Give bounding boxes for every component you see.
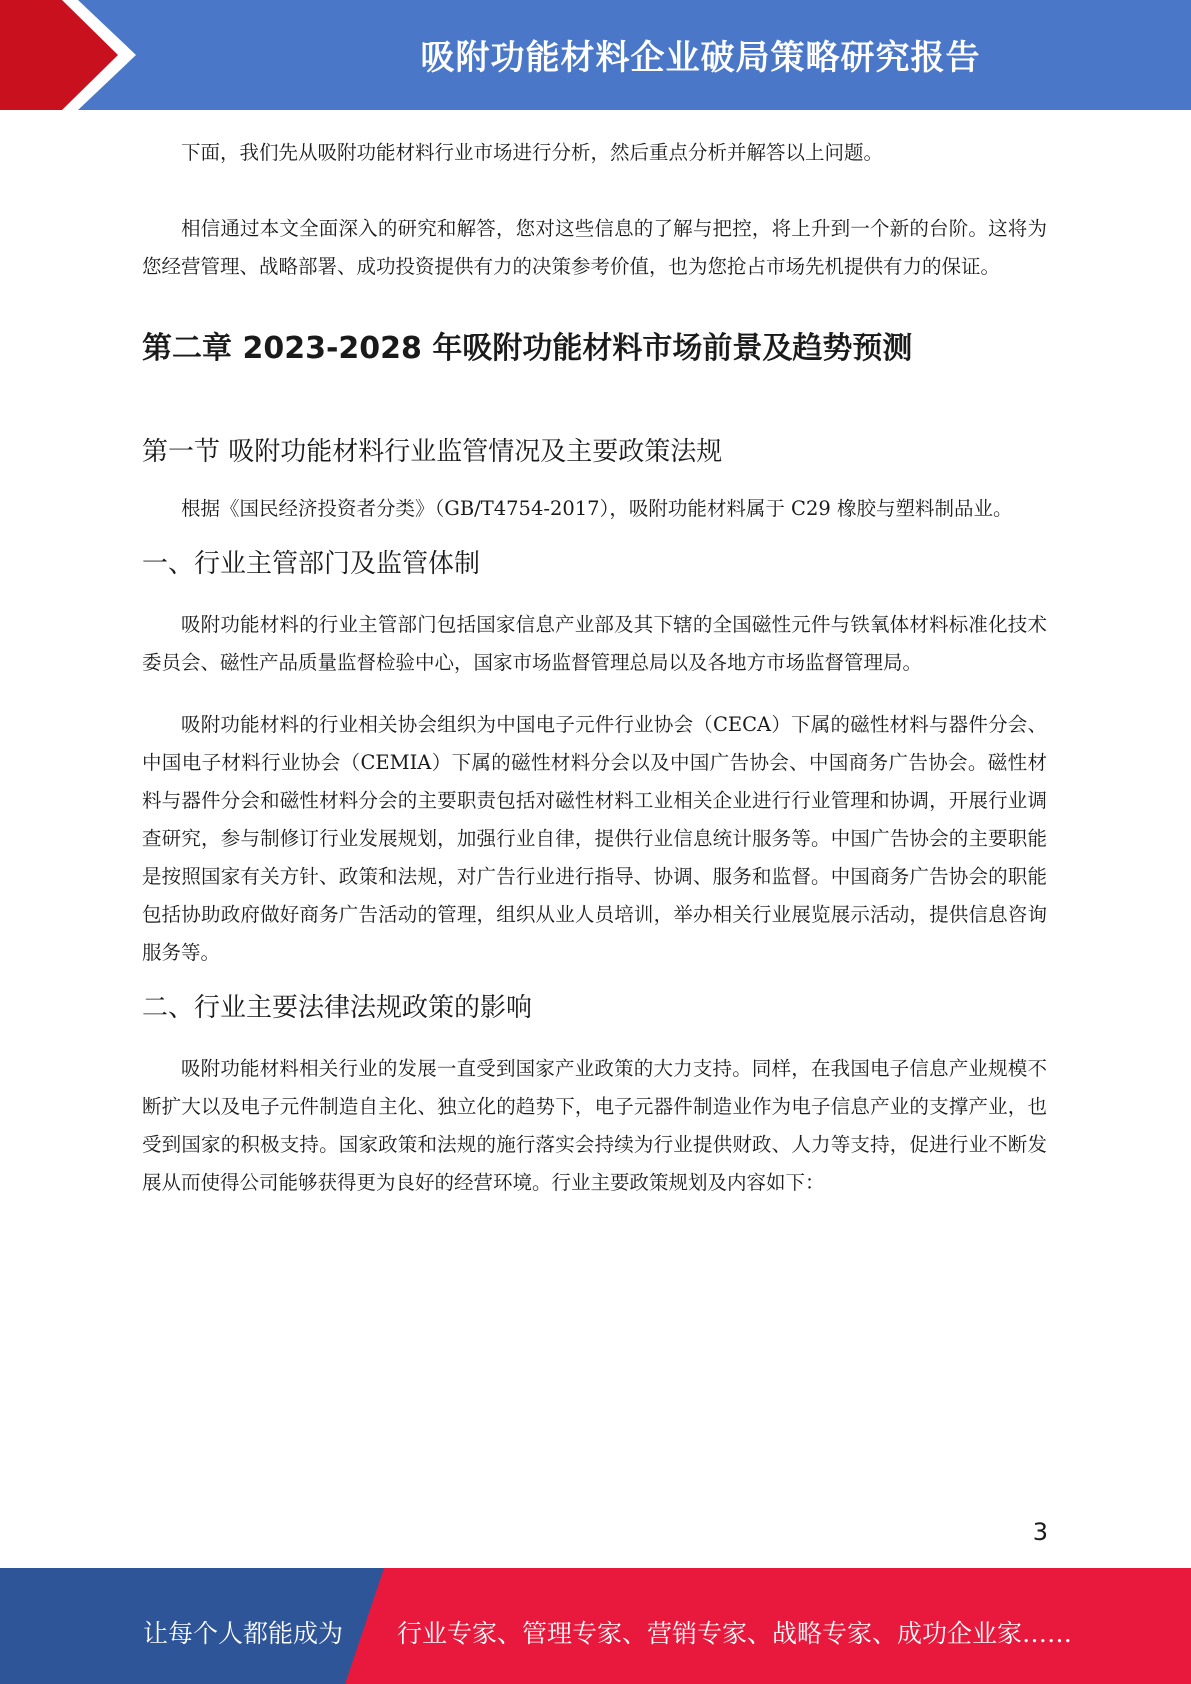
report-title: 吸附功能材料企业破局策略研究报告 <box>420 38 981 78</box>
association-paragraph: 吸附功能材料的行业相关协会组织为中国电子元件行业协会（CECA）下属的磁性材料与器件分会、中国电子材料行业协会（CEMIA）下属的磁性材料分会以及中国广告协会、中国商务广告协会。磁性材料与器件分会和磁性材料分会的主要职责包括对磁性材料工业相关企业进行行业管理和协调，开展行业调查研究，参与制修订行业发展规划，加强行业自律，提供行业信息统计服务等。中国广告协会的主要职能是按照国家有关方针、政策和法规，对广告行业进行指导、协调、服务和监督。中国商务广告协会的职能包括协助政府做好商务广告活动的管理，组织从业人员培训，举办相关行业展览展示活动，提供信息咨询服务等。 <box>142 713 1047 964</box>
page-content <box>142 134 1047 1202</box>
chapter-heading: 第二章 2023-2028 年吸附功能材料市场前景及趋势预测 <box>142 331 913 366</box>
chevron-arrow-icon <box>0 0 160 110</box>
summary-paragraph: 相信通过本文全面深入的研究和解答，您对这些信息的了解与把控，将上升到一个新的台阶。这将为您经营管理、战略部署、成功投资提供有力的决策参考价值，也为您抢占市场先机提供有力的保证。 <box>142 217 1047 278</box>
policy-paragraph: 吸附功能材料相关行业的发展一直受到国家产业政策的大力支持。同样，在我国电子信息产业规模不断扩大以及电子元件制造自主化、独立化的趋势下，电子元器件制造业作为电子信息产业的支撑产业，也受到国家的积极支持。国家政策和法规的施行落实会持续为行业提供财政、人力等支持，促进行业不断发展从而使得公司能够获得更为良好的经营环境。行业主要政策规划及内容如下： <box>142 1057 1047 1194</box>
page-number: 3 <box>1032 1518 1048 1546</box>
header-band <box>0 0 1191 110</box>
footer-slogan-right: 行业专家、管理专家、营销专家、战略专家、成功企业家…… <box>397 1619 1073 1648</box>
footer-band <box>0 1568 1191 1684</box>
footer-slogan-left: 让每个人都能成为 <box>143 1619 344 1648</box>
regulator-paragraph: 吸附功能材料的行业主管部门包括国家信息产业部及其下辖的全国磁性元件与铁氧体材料标准化技术委员会、磁性产品质量监督检验中心，国家市场监督管理总局以及各地方市场监督管理局。 <box>142 613 1047 674</box>
subsection-heading-2: 二、行业主要法律法规政策的影响 <box>142 993 533 1023</box>
subsection-heading-1: 一、行业主管部门及监管体制 <box>142 549 481 579</box>
classification-paragraph: 根据《国民经济投资者分类》（GB/T4754-2017），吸附功能材料属于 C29 橡胶与塑料制品业。 <box>181 497 1013 520</box>
intro-paragraph: 下面，我们先从吸附功能材料行业市场进行分析，然后重点分析并解答以上问题。 <box>181 141 884 164</box>
section-heading: 第一节 吸附功能材料行业监管情况及主要政策法规 <box>142 437 723 467</box>
